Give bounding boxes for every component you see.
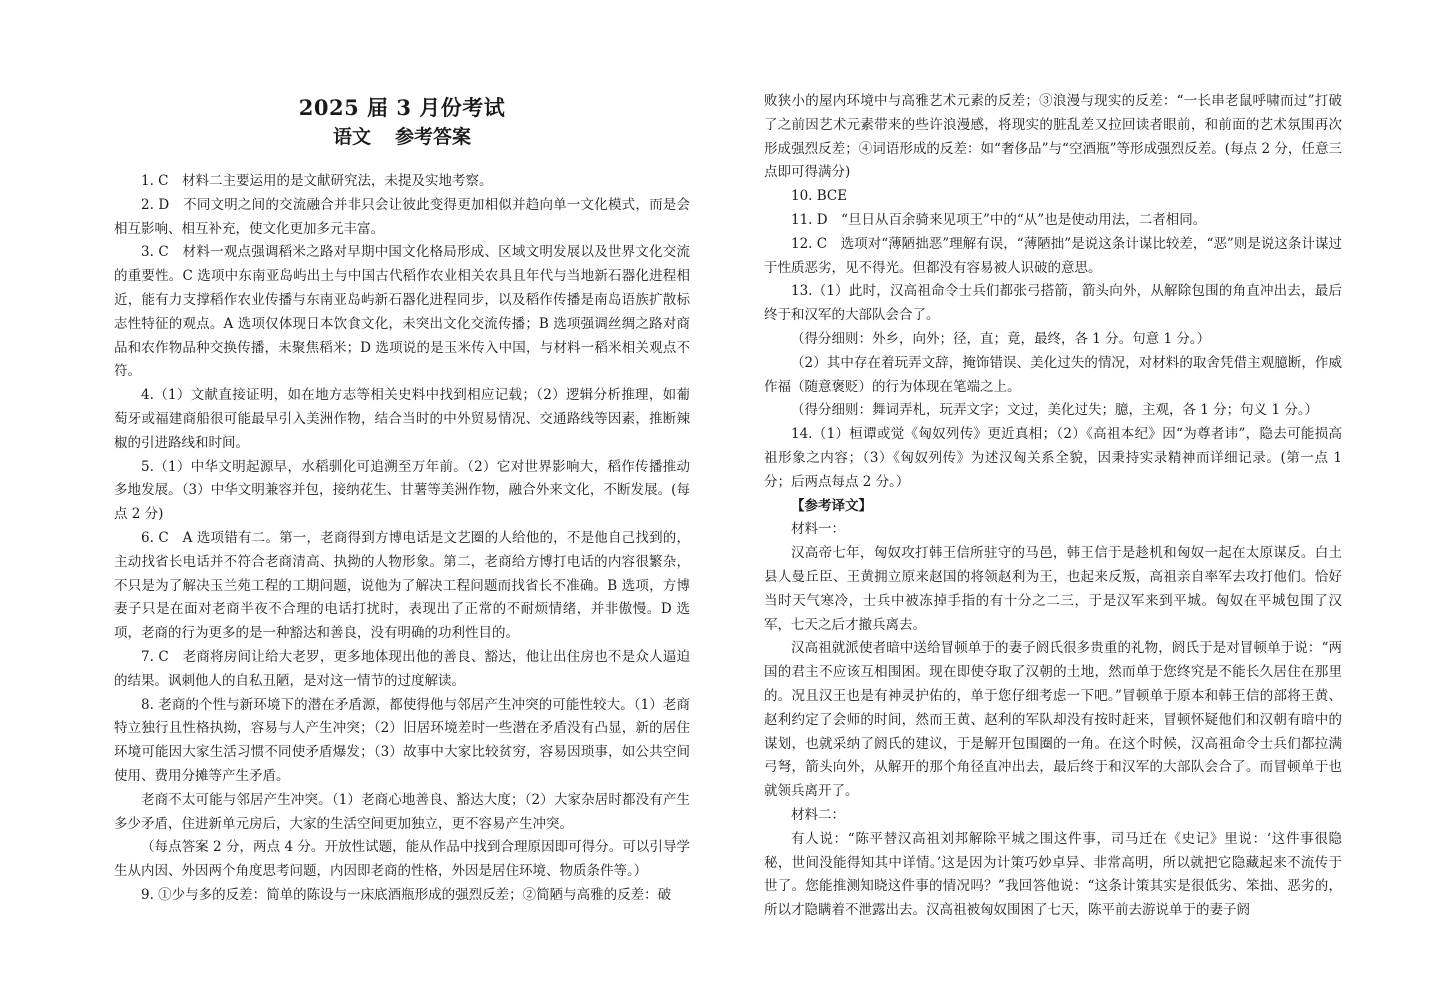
answer-13-1-scoring: （得分细则：外乡，向外；径，直；竟，最终，各 1 分。句意 1 分。）	[791, 330, 1211, 347]
material-2-para-1: 有人说：“陈平替汉高祖刘邦解除平城之围这件事，司马迁在《史记》里说：‘这件事很隐秘，世间没能得知其中详情。’这是因为计策巧妙卓异、非常高明，所以就把它隐藏起来不流传于世了。您能推测知晓这件事的情况吗？”我回答他说：“这条计策其实是很低劣、笨拙、恶劣的，所以才隐瞒着不泄露出去。汉高祖被匈奴围困了七天，陈平前去游说单于的妻子阏	[764, 830, 1342, 919]
answer-13-1: 13.（1）此时，汉高祖命令士兵们都张弓搭箭，箭头向外，从解除包围的角直冲出去，最后终于和汉军的大部队会合了。	[764, 283, 1342, 324]
left-column	[114, 0, 690, 908]
answer-9-cont: 败狭小的屋内环境中与高雅艺术元素的反差；③浪漫与现实的反差：“一长串老鼠呼啸而过”打破了之前因艺术元素带来的些许浪漫感，将现实的脏乱差又拉回读者眼前，和前面的艺术氛围再次形成强烈反差；④词语形成的反差：如“奢侈品”与“空酒瓶”等形成强烈反差。(每点 2 分，任意三点即可得满分)	[764, 93, 1342, 181]
answer-9: 9. ①少与多的反差：简单的陈设与一床底酒瓶形成的强烈反差；②简陋与高雅的反差：破	[141, 886, 672, 903]
answer-13-2: （2）其中存在着玩弄文辞，掩饰错误、美化过失的情况，对材料的取舍凭借主观臆断，作威作福（随意褒贬）的行为体现在笔端之上。	[764, 354, 1342, 395]
page-subtitle	[114, 122, 690, 152]
answer-8-note: （每点答案 2 分，两点 4 分。开放性试题，能从作品中找到合理原因即可得分。可以引导学生从内因、外因两个角度思考问题，内因即老商的性格，外因是居住环境、物质条件等。）	[114, 839, 690, 880]
answer-1: 1. C 材料二主要运用的是文献研究法，未提及实地考察。	[141, 173, 493, 189]
material-2-label: 材料二：	[791, 806, 845, 823]
answer-8-alt: 老商不太可能与邻居产生冲突。（1）老商心地善良、豁达大度；（2）大家杂居时都没有产生多少矛盾，住进新单元房后，大家的生活空间更加独立，更不容易产生冲突。	[114, 791, 690, 832]
answer-4: 4.（1）文献直接证明，如在地方志等相关史料中找到相应记载；（2）逻辑分析推理，如葡萄牙或福建商船很可能最早引入美洲作物，结合当时的中外贸易情况、交通路线等因素，推断辣椒的引进路线和时间。	[114, 387, 690, 451]
doc-label: 参考答案	[395, 126, 472, 148]
answer-3: 3. C 材料一观点强调稻米之路对早期中国文化格局形成、区域文明发展以及世界文化交流的重要性。C 选项中东南亚岛屿出土与中国古代稻作农业相关农具且年代与当地新石器化进程相近，能有力支撑稻作农业传播与东南亚岛屿新石器化进程同步，以及稻作传播是南岛语族扩散标志性特征的观点。A 选项仅体现日本饮食文化，未突出文化交流传播；B 选项强调丝绸之路对商品和农作物品种交换传播，未聚焦稻米；D 选项说的是玉米传入中国，与材料一稻米相关观点不符。	[114, 244, 690, 380]
answer-8: 8. 老商的个性与新环境下的潜在矛盾源，都使得他与邻居产生冲突的可能性较大。（1）老商特立独行且性格执拗，容易与人产生冲突；（2）旧居环境差时一些潜在矛盾没有凸显，新的居住环境可能因大家生活习惯不同使矛盾爆发；（3）故事中大家比较贫穷，容易因琐事，如公共空间使用、费用分摊等产生矛盾。	[114, 696, 690, 784]
subject-label: 语文	[332, 126, 371, 148]
answer-12: 12. C 选项对“薄陋拙恶”理解有误，“薄陋拙”是说这条计谋比较差，“恶”则是说这条计谋过于性质恶劣，见不得光。但都没有容易被人识破的意思。	[764, 235, 1342, 276]
translation-heading: 【参考译文】	[791, 497, 872, 514]
answer-10: 10. BCE	[791, 188, 848, 205]
answer-5: 5.（1）中华文明起源早，水稻驯化可追溯至万年前。（2）它对世界影响大，稻作传播推动多地发展。（3）中华文明兼容并包，接纳花生、甘薯等美洲作物，融合外来文化，不断发展。(每点 2 分)	[114, 458, 690, 523]
answer-11: 11. D “旦日从百余骑来见项王”中的“从”也是使动用法，二者相同。	[791, 211, 1207, 228]
page-title: 2025 届 3 月份考试	[298, 95, 506, 120]
right-column	[764, 0, 1342, 923]
answer-6: 6. C A 选项错有二。第一，老商得到方博电话是文艺圈的人给他的，不是他自己找到的，主动找省长电话并不符合老商清高、执拗的人物形象。第二，老商给方博打电话的内容很繁杂，不只是为了解决玉兰苑工程的工期问题，说他为了解决工程问题而找省长不准确。B 选项，方博妻子只是在面对老商半夜不合理的电话打扰时，表现出了正常的不耐烦情绪，并非傲慢。D 选项，老商的行为更多的是一种豁达和善良，没有明确的功利性目的。	[114, 529, 690, 642]
answer-13-2-scoring: （得分细则：舞词弄札，玩弄文字；文过，美化过失；臆，主观，各 1 分；句义 1 分。）	[791, 402, 1319, 419]
answer-7: 7. C 老商将房间让给大老罗，更多地体现出他的善良、豁达，他让出住房也不是众人逼迫的结果。讽刺他人的自私丑陋，是对这一情节的过度解读。	[114, 648, 690, 689]
material-1-para-1: 汉高帝七年，匈奴攻打韩王信所驻守的马邑，韩王信于是趁机和匈奴一起在太原谋反。白土县人曼丘臣、王黄拥立原来赵国的将领赵利为王，也起来反叛，高祖亲自率军去攻打他们。恰好当时天气寒冷，士兵中被冻掉手指的有十分之二三，于是汉军来到平城。匈奴在平城包围了汉军，七天之后才撤兵离去。	[764, 545, 1342, 633]
material-1-label: 材料一：	[791, 521, 845, 538]
material-1-para-2: 汉高祖就派使者暗中送给冒顿单于的妻子阏氏很多贵重的礼物，阏氏于是对冒顿单于说：“两国的君主不应该互相围困。现在即使夺取了汉朝的土地，然而单于您终究是不能长久居住在那里的。况且汉王也是有神灵护佑的，单于您仔细考虑一下吧。”冒顿单于原本和韩王信的部将王黄、赵利约定了会师的时间，然而王黄、赵利的军队却没有按时赶来，冒顿怀疑他们和汉朝有暗中的谋划，也就采纳了阏氏的建议，于是解开包围圈的一角。在这个时候，汉高祖命令士兵们都拉满弓弩，箭头向外，从解开的那个角径直冲出去，最后终于和汉军的大部队会合了。而冒顿单于也就领兵离开了。	[764, 640, 1342, 800]
answer-14: 14.（1）桓谭或觉《匈奴列传》更近真相；（2）《高祖本纪》因“为尊者讳”，隐去可能损高祖形象之内容；（3）《匈奴列传》为述汉匈关系全貌，因秉持实录精神而详细记录。(第一点 1 分；后两点每点 2 分。）	[764, 426, 1342, 490]
answer-2: 2. D 不同文明之间的交流融合并非只会让彼此变得更加相似并趋向单一文化模式，而是会相互影响、相互补充，使文化更加多元丰富。	[114, 196, 690, 237]
